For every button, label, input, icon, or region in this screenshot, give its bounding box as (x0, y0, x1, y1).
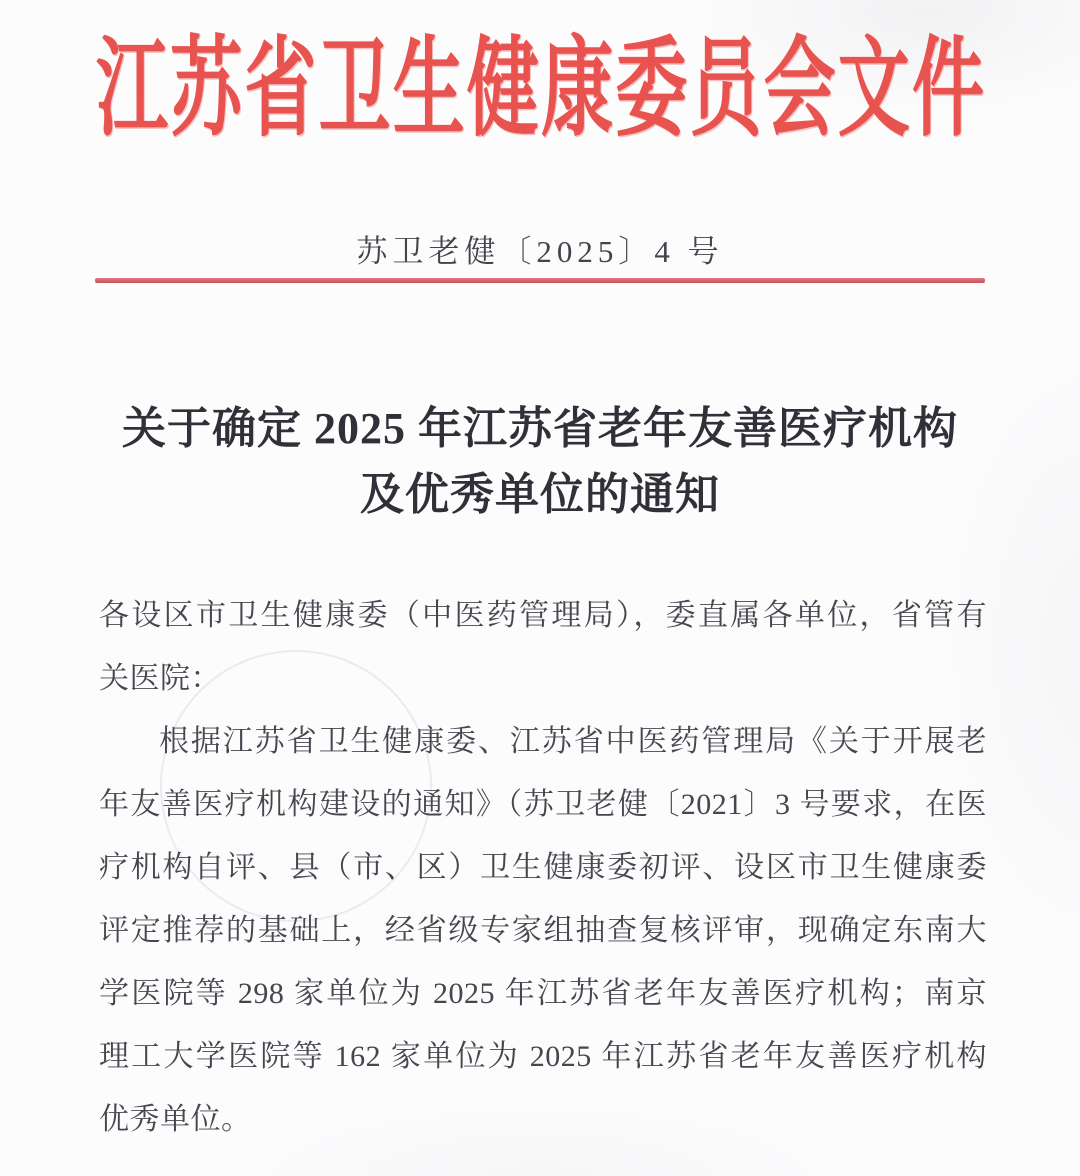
body-line: 理工大学医院等 162 家单位为 2025 年江苏省老年友善医疗机构 (99, 1040, 987, 1073)
body-line: 评定推荐的基础上，经省级专家组抽查复核评审，现确定东南大 (99, 914, 987, 947)
body-line: 优秀单位。 (99, 1103, 252, 1136)
body-line: 根据江苏省卫生健康委、江苏省中医药管理局《关于开展老 (159, 725, 987, 758)
document-number: 苏卫老健〔2025〕4 号 (356, 234, 724, 269)
red-divider-line (95, 278, 985, 283)
body-line: 疗机构自评、县（市、区）卫生健康委初评、设区市卫生健康委 (99, 851, 987, 884)
agency-header-title: 江苏省卫生健康委员会文件 (96, 29, 984, 150)
document-title (0, 396, 1080, 528)
body-line: 关医院： (99, 662, 221, 695)
body-line: 年友善医疗机构建设的通知》（苏卫老健〔2021〕3 号要求，在医 (99, 788, 987, 821)
body-line: 学医院等 298 家单位为 2025 年江苏省老年友善医疗机构；南京 (99, 977, 987, 1010)
document-title-line-1: 关于确定 2025 年江苏省老年友善医疗机构 (122, 404, 958, 453)
body-line: 各设区市卫生健康委（中医药管理局），委直属各单位，省管有 (99, 599, 987, 632)
document-body (99, 584, 987, 1151)
document-title-line-2: 及优秀单位的通知 (360, 470, 720, 519)
